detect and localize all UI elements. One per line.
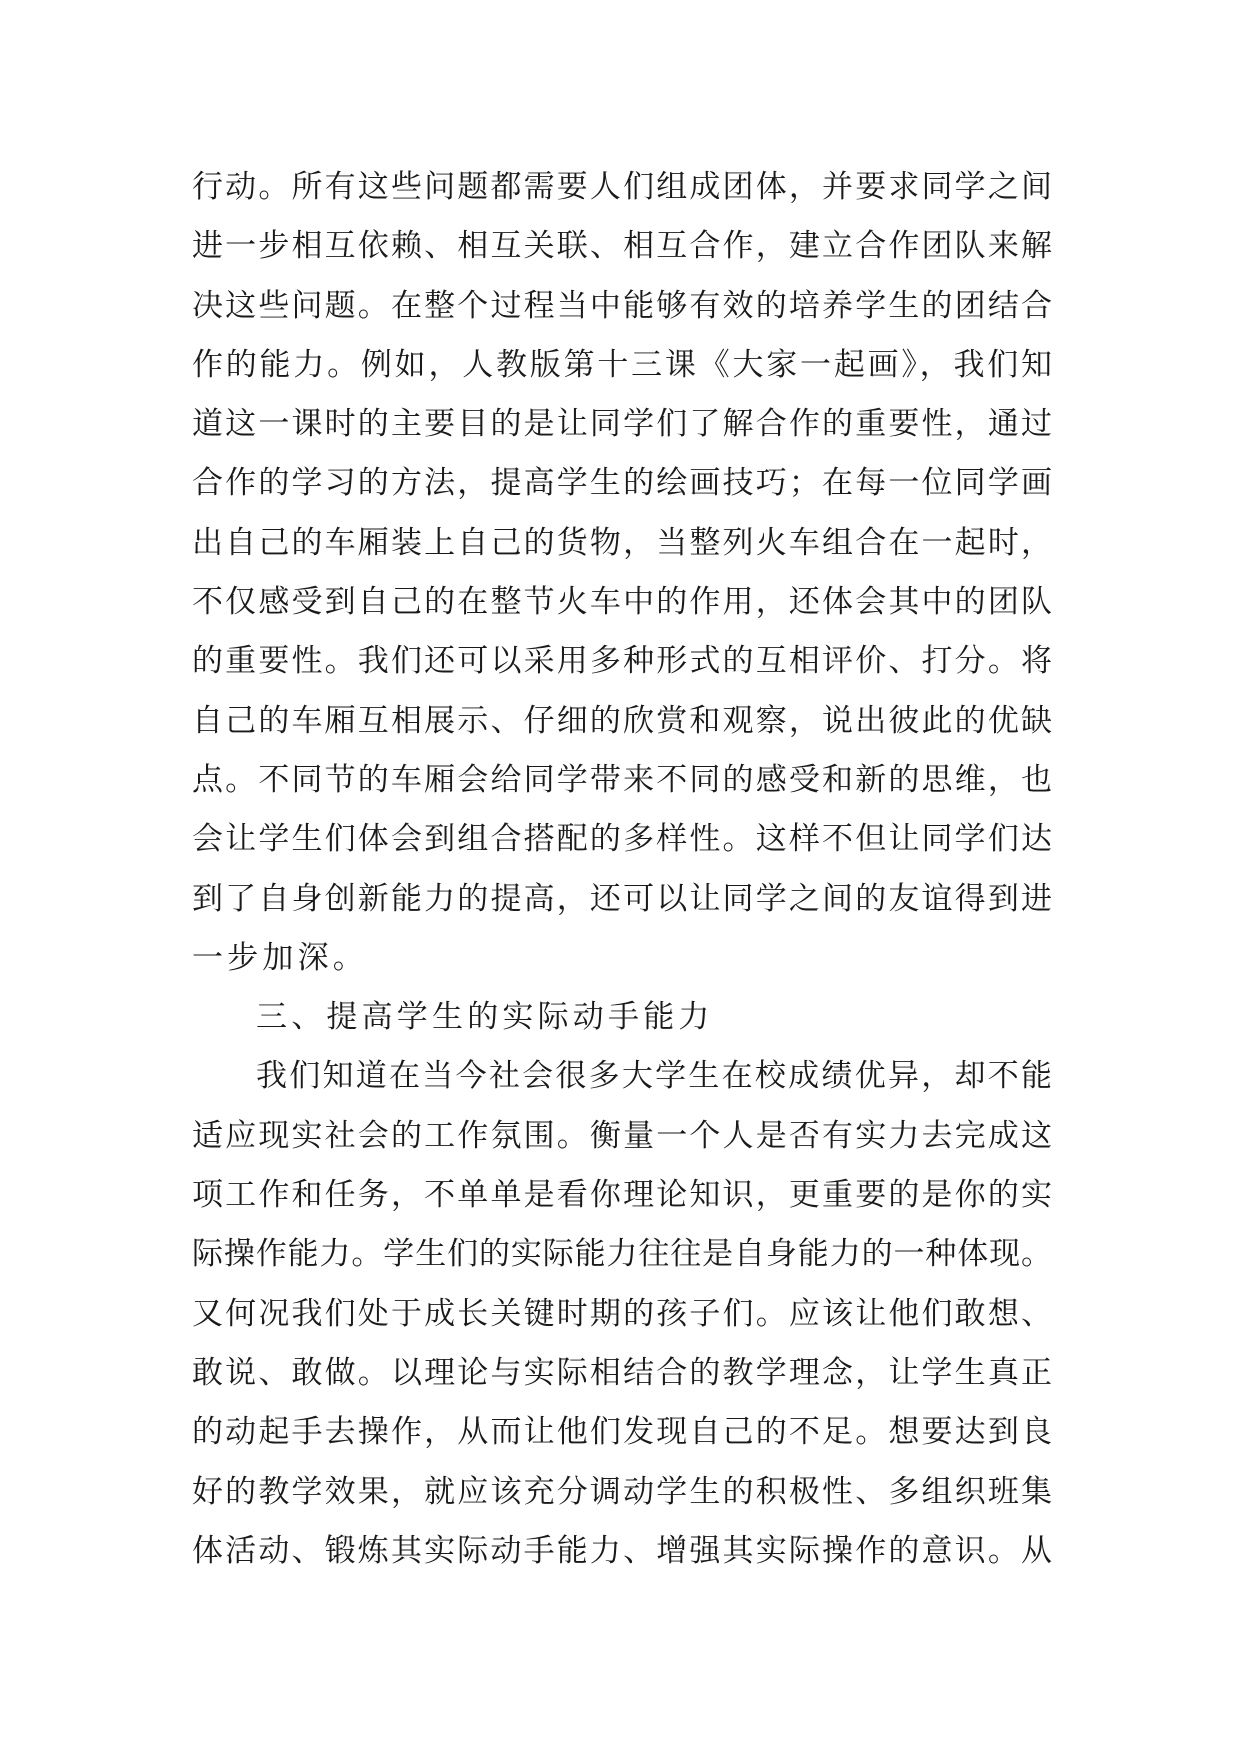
text-line: 自己的车厢互相展示、仔细的欣赏和观察，说出彼此的优缺 xyxy=(192,702,1052,739)
text-line: 行动。所有这些问题都需要人们组成团体，并要求同学之间 xyxy=(192,169,1052,205)
text-line: 又何况我们处于成长关键时期的孩子们。应该让他们敢想、 xyxy=(192,1295,1052,1332)
text-line: 合作的学习的方法，提高学生的绘画技巧；在每一位同学画 xyxy=(192,465,1052,502)
text-line: 的重要性。我们还可以采用多种形式的互相评价、打分。将 xyxy=(192,643,1052,680)
text-line: 出自己的车厢装上自己的货物，当整列火车组合在一起时， xyxy=(192,524,1052,561)
section-heading: 三、提高学生的实际动手能力 xyxy=(256,999,714,1036)
text-line: 体活动、锻炼其实际动手能力、增强其实际操作的意识。从 xyxy=(192,1532,1052,1569)
text-line: 到了自身创新能力的提高，还可以让同学之间的友谊得到进 xyxy=(192,880,1052,917)
text-line: 会让学生们体会到组合搭配的多样性。这样不但让同学们达 xyxy=(192,821,1052,858)
text-line: 进一步相互依赖、相互关联、相互合作，建立合作团队来解 xyxy=(192,228,1052,265)
text-line: 项工作和任务，不单单是看你理论知识，更重要的是你的实 xyxy=(192,1177,1052,1214)
text-line: 不仅感受到自己的在整节火车中的作用，还体会其中的团队 xyxy=(192,584,1052,621)
text-line: 敢说、敢做。以理论与实际相结合的教学理念，让学生真正 xyxy=(192,1354,1052,1391)
text-line: 点。不同节的车厢会给同学带来不同的感受和新的思维，也 xyxy=(192,761,1052,798)
text-line: 际操作能力。学生们的实际能力往往是自身能力的一种体现。 xyxy=(192,1236,1052,1273)
text-line: 的动起手去操作，从而让他们发现自己的不足。想要达到良 xyxy=(192,1414,1052,1451)
text-line: 决这些问题。在整个过程当中能够有效的培养学生的团结合 xyxy=(192,287,1052,324)
text-line: 适应现实社会的工作氛围。衡量一个人是否有实力去完成这 xyxy=(192,1117,1052,1154)
text-line: 作的能力。例如，人教版第十三课《大家一起画》，我们知 xyxy=(192,346,1052,383)
text-line: 好的教学效果，就应该充分调动学生的积极性、多组织班集 xyxy=(192,1473,1052,1510)
text-line: 一步加深。 xyxy=(192,939,368,976)
text-line: 道这一课时的主要目的是让同学们了解合作的重要性，通过 xyxy=(192,406,1052,443)
text-line: 我们知道在当今社会很多大学生在校成绩优异，却不能 xyxy=(256,1058,1052,1095)
body-text xyxy=(192,158,1052,1581)
